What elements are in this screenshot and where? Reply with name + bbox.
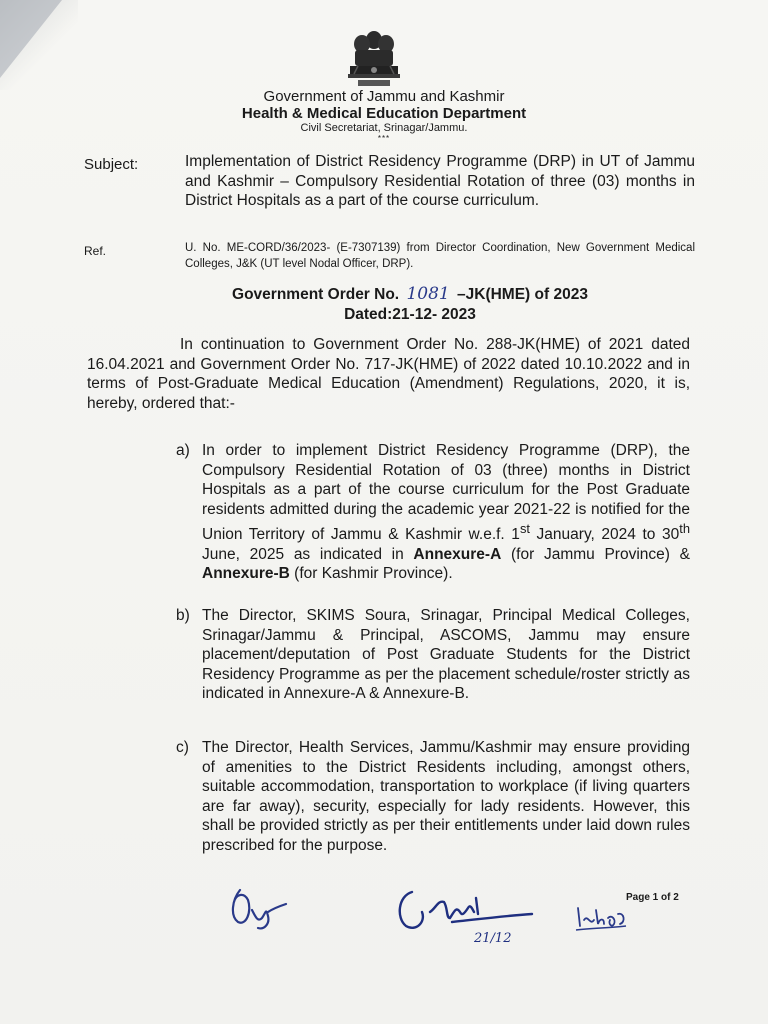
header-secretariat: Civil Secretariat, Srinagar/Jammu. xyxy=(300,122,468,134)
page-number: Page 1 of 2 xyxy=(626,892,679,903)
subject-label: Subject: xyxy=(84,156,139,173)
subject-text: Implementation of District Residency Programme (DRP) in UT of Jammu and Kashmir – Compulsory Residential Rotation of three (03) months in District Hospitals as a part of the course curriculum. xyxy=(185,153,695,209)
reference-label: Ref. xyxy=(84,244,107,258)
signature-initials-2 xyxy=(574,900,630,936)
item-marker: a) xyxy=(176,442,190,459)
signature-date-mark: 21/12 xyxy=(474,931,512,946)
order-title xyxy=(200,284,620,325)
signature-main xyxy=(392,878,542,948)
state-emblem-icon xyxy=(338,26,410,90)
item-marker: b) xyxy=(176,607,190,624)
order-number-handwritten: 1081 xyxy=(406,284,450,304)
header-stars: *** xyxy=(377,134,391,143)
item-a-sup-1: st xyxy=(519,521,530,536)
item-marker: c) xyxy=(176,739,189,756)
item-a-annexure-a: Annexure-A xyxy=(413,545,502,563)
intro-paragraph: In continuation to Government Order No. 288-JK(HME) of 2021 dated 16.04.2021 and Government Order No. 717-JK(HME) of 2022 dated 10.10.2022 and in terms of Post-Graduate Medical Education (Amendment) Regulations, 2020, it is, hereby, ordered that:- xyxy=(87,336,690,412)
item-body: The Director, Health Services, Jammu/Kashmir may ensure providing of amenities to the District Residents including, amongst others, suitable accommodation, transportation to workplace (if living quarters are far away), security, especially for lady residents. However, this shall be provided strictly as per their entitlements under laid down rules prescribed for the purpose. xyxy=(202,739,690,854)
order-item-a xyxy=(176,441,690,584)
item-a-text-4: (for Jammu Province) & xyxy=(501,545,690,563)
signature-initials-1 xyxy=(222,882,292,932)
header-department: Health & Medical Education Department xyxy=(241,105,527,122)
item-a-text-3: June, 2025 as indicated in xyxy=(202,545,414,563)
item-a-text-1: In order to implement District Residency Programme (DRP), the Compulsory Residential Rotation of 03 (three) months in District Hospitals as a part of the course curriculum for the Post Graduate residents admitted during the academic year 2021-22 is notified for the Union Territory of Jammu & Kashmir w.e.f. 1 xyxy=(202,442,690,544)
order-number-line xyxy=(200,284,620,305)
order-prefix: Government Order No. xyxy=(232,286,400,303)
header-government: Government of Jammu and Kashmir xyxy=(263,88,505,105)
reference-text: U. No. ME-CORD/36/2023- (E-7307139) from Director Coordination, New Government Medical Colleges, J&K (UT level Nodal Officer, DRP). xyxy=(185,242,695,270)
order-suffix: –JK(HME) of 2023 xyxy=(457,286,588,303)
fold-shadow xyxy=(0,0,78,90)
item-a-sup-2: th xyxy=(679,521,690,536)
item-body xyxy=(202,441,690,584)
item-a-text-2: January, 2024 to 30 xyxy=(529,526,680,544)
order-item-b xyxy=(176,606,690,704)
item-a-text-5: (for Kashmir Province). xyxy=(289,565,453,583)
item-a-annexure-b: Annexure-B xyxy=(202,565,290,583)
item-body: The Director, SKIMS Soura, Srinagar, Principal Medical Colleges, Srinagar/Jammu & Principal, ASCOMS, Jammu may ensure placement/deputation of Post Graduate Students for the District Residency Programme as per the placement schedule/roster strictly as indicated in Annexure-A & Annexure-B. xyxy=(202,607,690,702)
order-dated: Dated:21-12- 2023 xyxy=(344,306,476,323)
order-item-c xyxy=(176,738,690,855)
